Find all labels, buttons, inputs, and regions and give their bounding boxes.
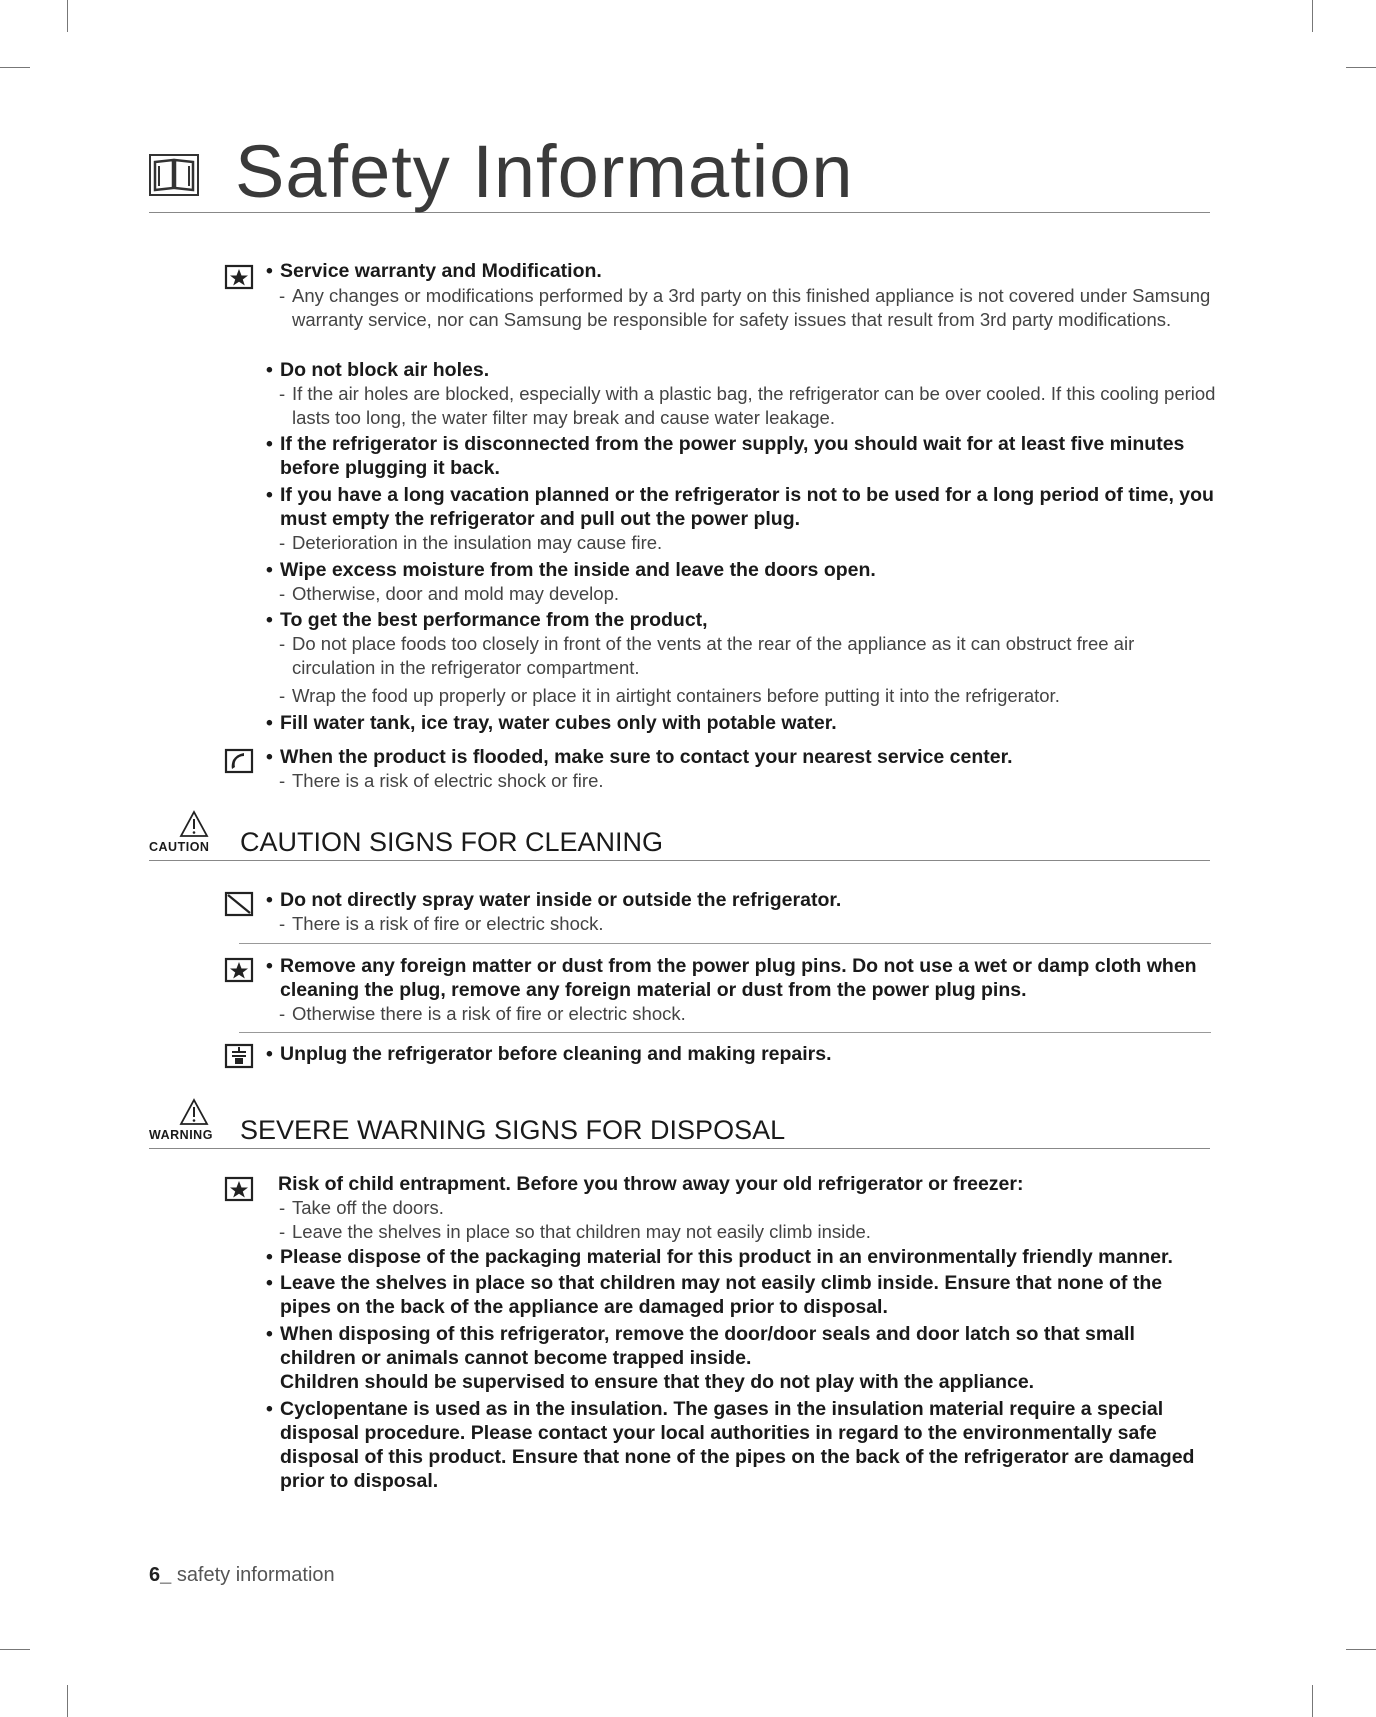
bullet-sub: - If the air holes are blocked, especially with a plastic bag, the refrigerator can be over cooled. If this cooling period lasts too long, the water filter may break and cause water leakage. [292, 382, 1217, 430]
star-note-icon [224, 957, 254, 983]
bullet-title: • Service warranty and Modification. [280, 259, 1215, 283]
bullet-sub: - Take off the doors. [292, 1196, 1217, 1220]
crop-mark [67, 1685, 68, 1717]
bullet-title: • Do not block air holes. [280, 358, 1215, 382]
footer-text: safety information [176, 1564, 335, 1586]
bullet-title: • Fill water tank, ice tray, water cubes only with potable water. [280, 711, 1215, 735]
star-note-icon [224, 264, 254, 290]
bullet-title: • When the product is flooded, make sure to contact your nearest service center. [280, 745, 1215, 769]
bullet-sub: - Deterioration in the insulation may cause fire. [292, 531, 1217, 555]
caution-label: CAUTION [149, 840, 210, 854]
page-header [149, 130, 1210, 213]
warning-sign [149, 1098, 239, 1146]
bullet-title: • If the refrigerator is disconnected from the power supply, you should wait for at least five minutes before plugging it back. [280, 432, 1215, 480]
bullet-title: • Wipe excess moisture from the inside and leave the doors open. [280, 558, 1215, 582]
bullet-title: • When disposing of this refrigerator, remove the door/door seals and door latch so that small children or animals cannot become trapped inside. [280, 1322, 1215, 1370]
bullet-sub: - There is a risk of fire or electric shock. [292, 912, 1217, 936]
caution-section-header [149, 810, 1210, 861]
warning-triangle-icon [179, 1098, 209, 1126]
page-title: Safety Information [235, 130, 854, 213]
bullet-title: • Do not directly spray water inside or outside the refrigerator. [280, 888, 1215, 912]
warning-section-header [149, 1098, 1210, 1149]
crop-mark [0, 67, 30, 68]
page-number: 6_ [149, 1564, 172, 1586]
phone-icon [224, 748, 254, 774]
bullet-title: • If you have a long vacation planned or the refrigerator is not to be used for a long period of time, you must empty the refrigerator and pull out the power plug. [280, 483, 1215, 531]
crop-mark [1346, 1649, 1376, 1650]
bullet-title: • Cyclopentane is used as in the insulation. The gases in the insulation material require a special disposal procedure. Please contact your local authorities in regard to the environmentally safe disposal of this product. Ensure that none of the pipes on the back of the refrigerator are damaged prior to disposal. [280, 1397, 1215, 1493]
section-title: CAUTION SIGNS FOR CLEANING [240, 827, 664, 857]
crop-mark [1346, 67, 1376, 68]
bullet-sub: - Otherwise, door and mold may develop. [292, 582, 1217, 606]
bullet-sub: - Any changes or modifications performed by a 3rd party on this finished appliance is not covered under Samsung warranty service, nor can Samsung be responsible for safety issues that result from 3rd party modifications. [292, 284, 1217, 332]
warning-label: WARNING [149, 1128, 213, 1142]
bullet-title: • Remove any foreign matter or dust from the power plug pins. Do not use a wet or damp cloth when cleaning the plug, remove any foreign material or dust from the power plug pins. [280, 954, 1215, 1002]
book-icon [149, 154, 199, 196]
bullet-title: • Please dispose of the packaging material for this product in an environmentally friendly manner. [280, 1245, 1215, 1269]
bullet-sub: - Leave the shelves in place so that children may not easily climb inside. [292, 1220, 1217, 1244]
crop-mark [1312, 1685, 1313, 1717]
bullet-title: • Unplug the refrigerator before cleaning and making repairs. [280, 1042, 1215, 1066]
crop-mark [1312, 0, 1313, 32]
divider [239, 1032, 1211, 1033]
bullet-title: • To get the best performance from the product, [280, 608, 1215, 632]
crop-mark [67, 0, 68, 32]
section-title: SEVERE WARNING SIGNS FOR DISPOSAL [240, 1115, 786, 1145]
bullet-sub: - Otherwise there is a risk of fire or electric shock. [292, 1002, 1217, 1026]
warning-intro: Risk of child entrapment. Before you throw away your old refrigerator or freezer: [278, 1173, 1024, 1195]
star-note-icon [224, 1176, 254, 1202]
bullet-sub: - Do not place foods too closely in front of the vents at the rear of the appliance as it can obstruct free air circulation in the refrigerator compartment. [292, 632, 1217, 680]
crop-mark [0, 1649, 30, 1650]
bullet-title: • Leave the shelves in place so that children may not easily climb inside. Ensure that none of the pipes on the back of the appliance are damaged prior to disposal. [280, 1271, 1215, 1319]
prohibited-icon [224, 891, 254, 917]
bullet-sub: - There is a risk of electric shock or fire. [292, 769, 1217, 793]
bullet-sub: - Wrap the food up properly or place it in airtight containers before putting it into the refrigerator. [292, 684, 1217, 708]
divider [239, 943, 1211, 944]
unplug-icon [224, 1043, 254, 1069]
caution-sign [149, 810, 239, 858]
warning-triangle-icon [179, 810, 209, 838]
page-footer [149, 1564, 335, 1587]
bullet-extra: Children should be supervised to ensure that they do not play with the appliance. [280, 1371, 1035, 1393]
